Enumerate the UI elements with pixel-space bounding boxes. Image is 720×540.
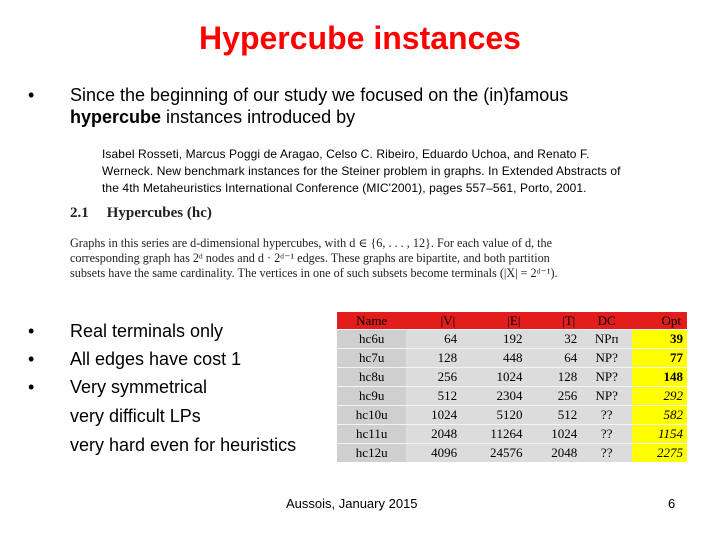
intro-line-1: Since the beginning of our study we focused on the (in)famous bbox=[70, 85, 569, 105]
paper-excerpt bbox=[70, 205, 640, 281]
bullet-edge-cost bbox=[28, 348, 328, 370]
bullet-subline-2: very hard even for heuristics bbox=[70, 435, 297, 455]
cell-opt: 292 bbox=[632, 387, 687, 406]
cell-name: hc8u bbox=[337, 368, 406, 387]
paper-section-heading bbox=[70, 205, 640, 222]
reference-citation bbox=[102, 146, 672, 197]
paper-body bbox=[70, 236, 640, 281]
col-header-v: |V| bbox=[406, 312, 461, 330]
table-row bbox=[337, 406, 687, 425]
cell-dc: ?? bbox=[581, 406, 632, 425]
table-row bbox=[337, 330, 687, 349]
cell-dc: NP? bbox=[581, 387, 632, 406]
bullet-text: Very symmetrical bbox=[70, 377, 208, 397]
cell-name: hc12u bbox=[337, 444, 406, 463]
cell-v: 2048 bbox=[406, 425, 461, 444]
cell-dc: NP? bbox=[581, 368, 632, 387]
bullet-marker: • bbox=[28, 85, 35, 105]
paper-line-1: Graphs in this series are d-dimensional hypercubes, with d ∈ {6, . . . , 12}. For each value of d, the bbox=[70, 236, 553, 250]
cell-dc: ?? bbox=[581, 425, 632, 444]
bullet-subline-1: very difficult LPs bbox=[70, 406, 201, 426]
cell-e: 5120 bbox=[461, 406, 526, 425]
page-number: 6 bbox=[668, 496, 676, 511]
footer-text: Aussois, January 2015 bbox=[286, 496, 418, 511]
cell-e: 1024 bbox=[461, 368, 526, 387]
cell-name: hc6u bbox=[337, 330, 406, 349]
col-header-name: Name bbox=[337, 312, 406, 330]
bullet-marker: • bbox=[28, 349, 35, 369]
col-header-t: |T| bbox=[526, 312, 581, 330]
bullet-symmetrical bbox=[28, 376, 328, 456]
cell-name: hc7u bbox=[337, 349, 406, 368]
cell-v: 512 bbox=[406, 387, 461, 406]
cell-opt: 582 bbox=[632, 406, 687, 425]
intro-bold-word: hypercube bbox=[70, 107, 162, 127]
cell-v: 64 bbox=[406, 330, 461, 349]
paper-line-3: subsets have the same cardinality. The vertices in one of such subsets become terminals (|X| = 2ᵈ⁻¹). bbox=[70, 266, 558, 280]
cell-e: 2304 bbox=[461, 387, 526, 406]
hypercube-results-table bbox=[337, 312, 687, 462]
cell-t: 256 bbox=[526, 387, 581, 406]
cell-opt: 39 bbox=[632, 330, 687, 349]
reference-line-1: Isabel Rosseti, Marcus Poggi de Aragao, Celso C. Ribeiro, Eduardo Uchoa, and Renato F. bbox=[102, 147, 590, 161]
cell-v: 1024 bbox=[406, 406, 461, 425]
cell-e: 448 bbox=[461, 349, 526, 368]
cell-t: 512 bbox=[526, 406, 581, 425]
cell-t: 128 bbox=[526, 368, 581, 387]
cell-dc: ?? bbox=[581, 444, 632, 463]
intro-bullet bbox=[28, 84, 688, 128]
col-header-dc: DC bbox=[581, 312, 632, 330]
intro-line-2-rest: instances introduced by bbox=[161, 107, 356, 127]
bullet-text: Real terminals only bbox=[70, 321, 224, 341]
cell-opt: 2275 bbox=[632, 444, 687, 463]
bullet-real-terminals bbox=[28, 320, 328, 342]
col-header-opt: Opt bbox=[632, 312, 687, 330]
bullet-marker: • bbox=[28, 321, 35, 341]
cell-opt: 77 bbox=[632, 349, 687, 368]
cell-v: 128 bbox=[406, 349, 461, 368]
table-header-row bbox=[337, 312, 687, 330]
table-row bbox=[337, 444, 687, 463]
table-row bbox=[337, 349, 687, 368]
cell-v: 256 bbox=[406, 368, 461, 387]
cell-t: 32 bbox=[526, 330, 581, 349]
cell-t: 1024 bbox=[526, 425, 581, 444]
col-header-e: |E| bbox=[461, 312, 526, 330]
paper-section-number: 2.1 bbox=[70, 205, 89, 221]
paper-line-2: corresponding graph has 2ᵈ nodes and d · 2ᵈ⁻¹ edges. These graphs are bipartite, and both partition bbox=[70, 251, 550, 265]
cell-e: 192 bbox=[461, 330, 526, 349]
cell-dc: NPп bbox=[581, 330, 632, 349]
paper-section-title: Hypercubes (hc) bbox=[106, 205, 212, 221]
bullet-text: All edges have cost 1 bbox=[70, 349, 242, 369]
slide-title: Hypercube instances bbox=[199, 20, 521, 56]
cell-t: 2048 bbox=[526, 444, 581, 463]
cell-opt: 148 bbox=[632, 368, 687, 387]
cell-opt: 1154 bbox=[632, 425, 687, 444]
cell-dc: NP? bbox=[581, 349, 632, 368]
cell-v: 4096 bbox=[406, 444, 461, 463]
cell-name: hc9u bbox=[337, 387, 406, 406]
reference-line-2: Werneck. New benchmark instances for the Steiner problem in graphs. In Extended Abstracts of bbox=[102, 164, 621, 178]
bullet-marker: • bbox=[28, 377, 35, 397]
cell-e: 24576 bbox=[461, 444, 526, 463]
cell-t: 64 bbox=[526, 349, 581, 368]
reference-line-3: the 4th Metaheuristics International Conference (MIC'2001), pages 557–561, Porto, 2001. bbox=[102, 181, 587, 195]
cell-name: hc11u bbox=[337, 425, 406, 444]
table-row bbox=[337, 425, 687, 444]
cell-e: 11264 bbox=[461, 425, 526, 444]
cell-name: hc10u bbox=[337, 406, 406, 425]
table-row bbox=[337, 368, 687, 387]
intro-line-2 bbox=[70, 106, 355, 128]
table-row bbox=[337, 387, 687, 406]
